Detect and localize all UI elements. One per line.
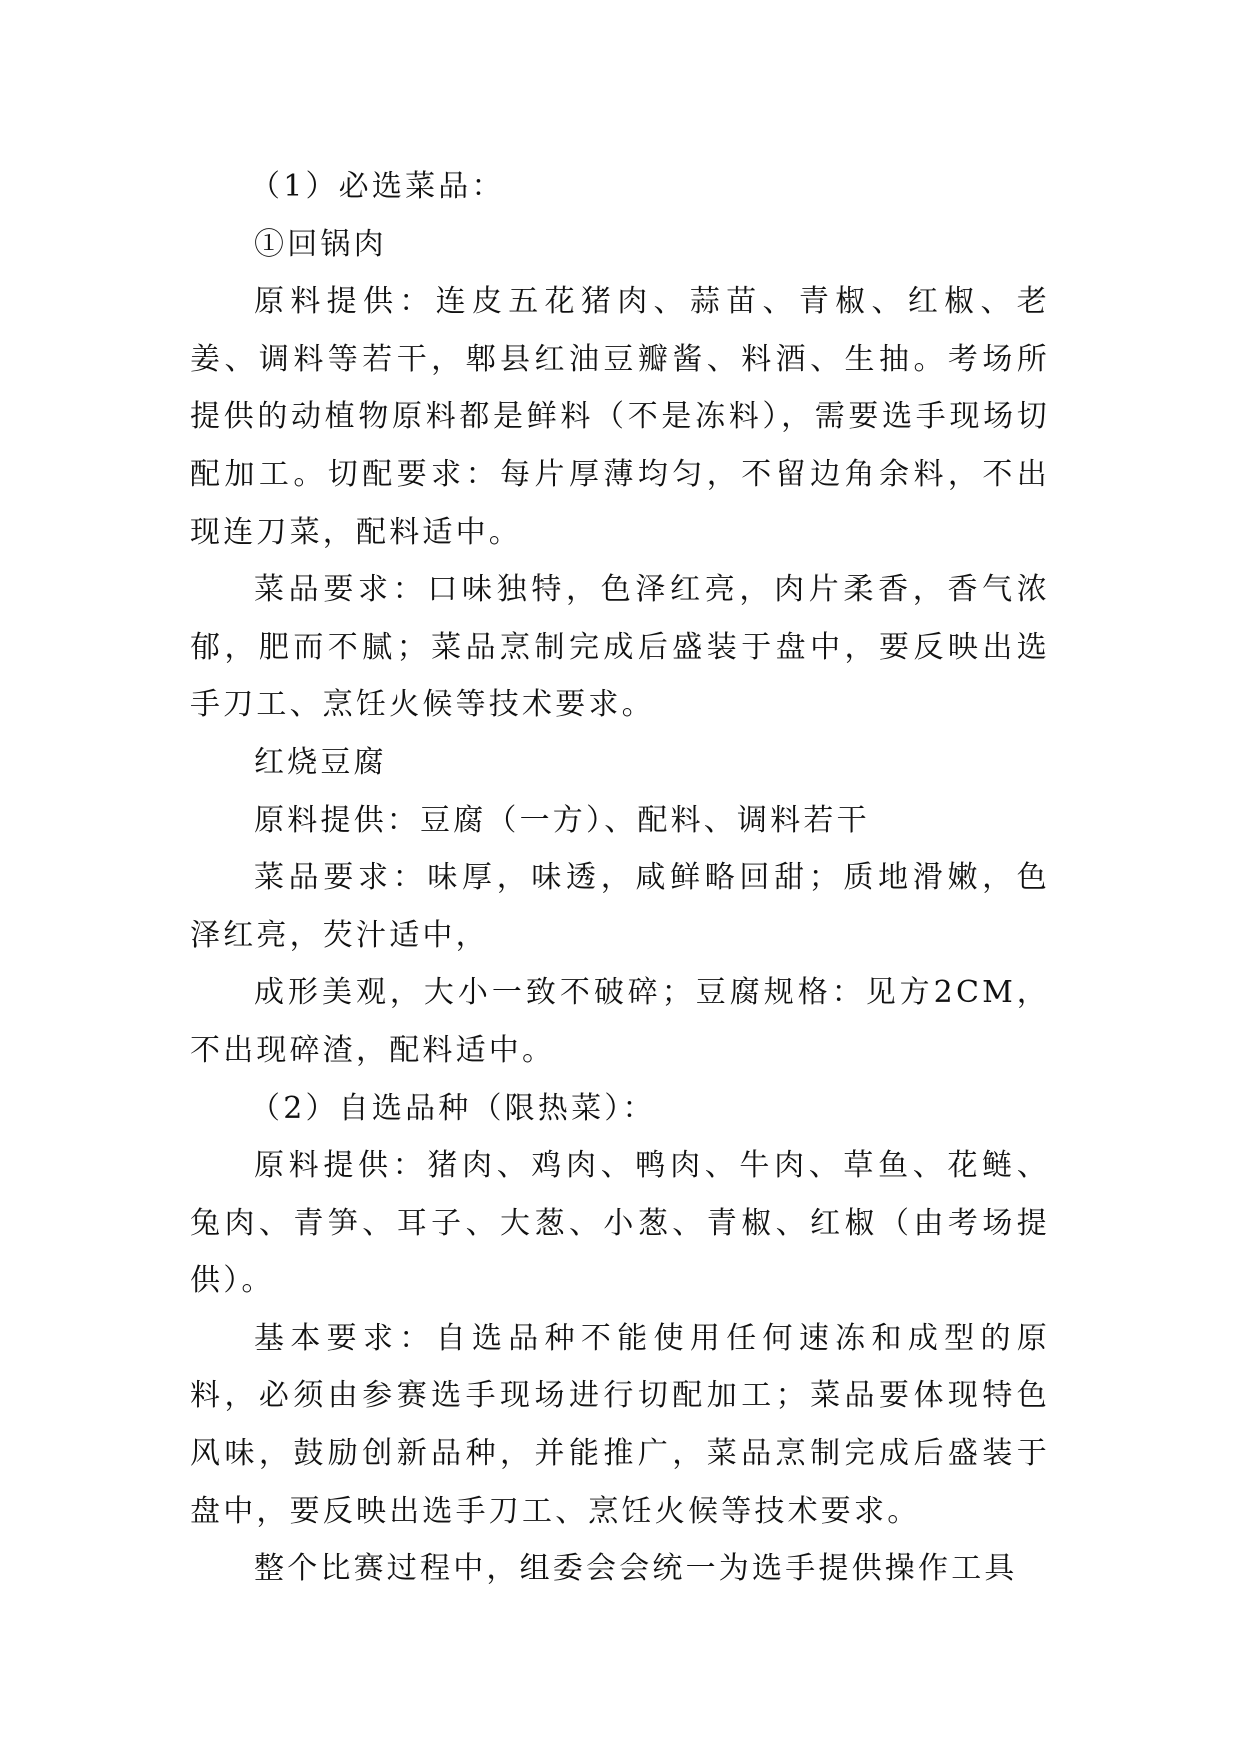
requirements-paragraph-braised-tofu: 菜品要求：味厚，味透，咸鲜略回甜；质地滑嫩，色泽红亮，芡汁适中， — [190, 860, 1050, 953]
requirements-paragraph-huiguorou: 菜品要求：口味独特，色泽红亮，肉片柔香，香气浓郁，肥而不腻；菜品烹制完成后盛装于盘中，要反映出选手刀工、烹饪火候等技术要求。 — [190, 572, 1050, 723]
section-heading-required-dishes: （1）必选菜品： — [250, 169, 505, 204]
dish-title-huiguorou: ①回锅肉 — [254, 226, 387, 262]
ingredients-paragraph-optional: 原料提供：猪肉、鸡肉、鸭肉、牛肉、草鱼、花鲢、兔肉、青笋、耳子、大葱、小葱、青椒、红椒（由考场提供）。 — [190, 1148, 1050, 1299]
ingredients-paragraph-huiguorou: 原料提供：连皮五花猪肉、蒜苗、青椒、红椒、老姜、调料等若干，郫县红油豆瓣酱、料酒、生抽。考场所提供的动植物原料都是鲜料（不是冻料），需要选手现场切配加工。切配要求：每片厚薄均匀，不留边角余料，不出现连刀菜，配料适中。 — [190, 284, 1050, 550]
competition-tools-paragraph: 整个比赛过程中，组委会会统一为选手提供操作工具 — [254, 1551, 1018, 1587]
basic-requirements-paragraph: 基本要求：自选品种不能使用任何速冻和成型的原料，必须由参赛选手现场进行切配加工；菜品要体现特色风味，鼓励创新品种，并能推广，菜品烹制完成后盛装于盘中，要反映出选手刀工、烹饪火候等技术要求。 — [190, 1320, 1050, 1529]
document-body — [190, 158, 1050, 1598]
requirements-paragraph-braised-tofu-continued: 成形美观，大小一致不破碎；豆腐规格：见方2CM，不出现碎渣，配料适中。 — [190, 975, 1050, 1068]
ingredients-paragraph-braised-tofu: 原料提供：豆腐（一方）、配料、调料若干 — [254, 802, 870, 838]
dish-title-braised-tofu: 红烧豆腐 — [254, 744, 387, 780]
section-heading-optional-dishes: （2）自选品种（限热菜）： — [250, 1090, 656, 1126]
